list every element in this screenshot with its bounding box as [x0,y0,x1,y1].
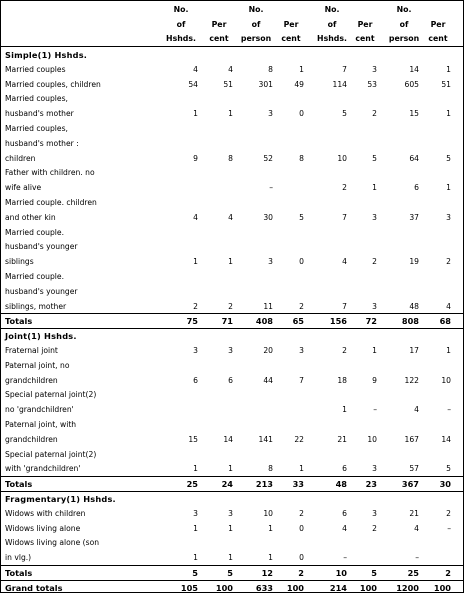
table-cell: 0 [299,109,304,118]
table-cell: 25 [407,568,419,578]
column-header-text: Hshds. [317,34,347,43]
table-cell: – [373,405,377,414]
table-cell: 808 [401,316,419,326]
table-cell: 22 [294,435,304,444]
table-cell: 1 [193,524,198,533]
table-cell: 8 [268,464,273,473]
table-cell: 1 [268,524,273,533]
row-label: husband's younger [5,287,78,296]
table-cell: 71 [221,316,233,326]
table-cell: 51 [223,80,233,89]
table-cell: 2 [372,257,377,266]
row-label: grandchildren [5,376,58,385]
table-cell: 1 [193,257,198,266]
table-cell: 48 [335,479,347,489]
totals-rule [1,313,463,314]
table-cell: 7 [342,213,347,222]
row-label: Married couple. [5,272,64,281]
totals-rule [1,476,463,477]
row-label: grandchildren [5,435,58,444]
table-cell: 72 [365,316,377,326]
table-cell: 21 [337,435,347,444]
table-cell: 1 [228,524,233,533]
table-cell: 3 [268,109,273,118]
column-header-text: of [327,20,337,29]
column-header-text: person [240,34,272,43]
table-cell: 1200 [396,583,419,593]
row-label: Totals [5,568,33,578]
table-cell: 44 [263,376,273,385]
table-cell: 141 [258,435,273,444]
table-cell: 6 [193,376,198,385]
table-cell: 52 [263,154,273,163]
table-cell: 2 [445,568,451,578]
header-divider [1,46,463,47]
table-cell: 48 [409,302,419,311]
table-cell: 37 [409,213,419,222]
row-label: Joint(1) Hshds. [5,331,77,341]
table-cell: 100 [215,583,233,593]
row-label: husband's younger [5,242,78,251]
table-cell: – [415,553,419,562]
table-cell: 3 [372,213,377,222]
table-cell: 4 [446,302,451,311]
table-cell: 4 [414,524,419,533]
row-label: Special paternal joint(2) [5,390,97,399]
table-cell: 100 [286,583,304,593]
row-label: Special paternal joint(2) [5,450,97,459]
table-cell: 105 [180,583,198,593]
table-cell: 0 [299,524,304,533]
table-cell: 3 [372,464,377,473]
table-cell: 19 [409,257,419,266]
column-header-text: cent [355,34,375,43]
column-header-text: Hshds. [166,34,196,43]
table-cell: 2 [228,302,233,311]
row-label: Widows living alone (son [5,538,100,547]
table-cell: 3 [372,65,377,74]
table-cell: 1 [193,109,198,118]
column-header-text: No. [324,5,340,14]
table-cell: 100 [433,583,451,593]
column-header-text: of [251,20,261,29]
table-cell: 4 [193,213,198,222]
table-cell: 5 [342,109,347,118]
table-cell: 122 [404,376,419,385]
table-cell: 5 [446,154,451,163]
table-cell: 5 [192,568,198,578]
row-label: with 'grandchildren' [5,464,81,473]
table-cell: 75 [186,316,198,326]
row-label: Married couple. children [5,198,97,207]
table-cell: 0 [299,553,304,562]
totals-rule [1,580,463,581]
table-cell: 7 [299,376,304,385]
table-cell: 1 [372,346,377,355]
table-cell: 3 [446,213,451,222]
table-cell: 14 [441,435,451,444]
table-cell: 18 [337,376,347,385]
table-cell: 605 [404,80,419,89]
table-cell: 3 [228,346,233,355]
column-header-text: Per [430,20,446,29]
row-label: Married couples, children [5,80,101,89]
table-cell: 2 [446,257,451,266]
table-cell: 167 [404,435,419,444]
row-label: children [5,154,36,163]
table-cell: 633 [255,583,273,593]
table-cell: 3 [228,509,233,518]
table-cell: 65 [292,316,304,326]
table-cell: 53 [367,80,377,89]
table-cell: 301 [258,80,273,89]
table-cell: 3 [193,346,198,355]
table-cell: 2 [299,509,304,518]
table-cell: 15 [188,435,198,444]
table-cell: 23 [365,479,377,489]
table-cell: 25 [186,479,198,489]
row-label: in vlg.) [5,553,32,562]
row-label: Fragmentary(1) Hshds. [5,494,116,504]
row-label: Paternal joint, no [5,361,70,370]
table-cell: 5 [371,568,377,578]
table-cell: 2 [372,524,377,533]
table-cell: 57 [409,464,419,473]
table-cell: 30 [263,213,273,222]
row-label: Totals [5,316,33,326]
table-cell: 33 [292,479,304,489]
table-cell: 1 [268,553,273,562]
table-cell: 4 [414,405,419,414]
table-cell: 6 [342,509,347,518]
table-cell: 9 [372,376,377,385]
table-cell: 10 [367,435,377,444]
table-cell: 1 [228,553,233,562]
row-label: Married couples, [5,94,68,103]
column-header-text: Per [357,20,373,29]
table-cell: 0 [299,257,304,266]
table-cell: 21 [409,509,419,518]
table-cell: 5 [227,568,233,578]
row-label: Married couples [5,65,66,74]
table-cell: 8 [268,65,273,74]
table-cell: 24 [221,479,233,489]
table-cell: 1 [228,257,233,266]
table-cell: 4 [342,524,347,533]
table-cell: 1 [299,65,304,74]
table-cell: 1 [446,109,451,118]
column-header-text: cent [428,34,448,43]
table-cell: 4 [342,257,347,266]
column-header-text: cent [281,34,301,43]
table-cell: 114 [332,80,347,89]
table-cell: 7 [342,302,347,311]
table-cell: – [269,183,273,192]
table-cell: 1 [193,553,198,562]
row-label: no 'grandchildren' [5,405,74,414]
table-cell: 2 [446,509,451,518]
column-header-text: person [388,34,420,43]
table-cell: 10 [441,376,451,385]
row-label: Fraternal joint [5,346,58,355]
table-cell: 367 [401,479,419,489]
row-label: wife alive [5,183,42,192]
table-cell: 5 [372,154,377,163]
column-header-text: No. [173,5,189,14]
row-label: and other kin [5,213,56,222]
totals-rule [1,328,463,329]
table-cell: 2 [298,568,304,578]
table-cell: 6 [414,183,419,192]
row-label: husband's mother : [5,139,79,148]
table-cell: 15 [409,109,419,118]
column-header-text: of [176,20,186,29]
table-cell: 6 [228,376,233,385]
row-label: Father with children. no [5,168,95,177]
row-label: Grand totals [5,583,63,593]
column-header-text: of [399,20,409,29]
table-cell: 4 [228,213,233,222]
row-label: Widows with children [5,509,86,518]
table-cell: 10 [335,568,347,578]
table-cell: – [447,405,451,414]
table-cell: 3 [193,509,198,518]
totals-rule [1,491,463,492]
column-header-text: No. [396,5,412,14]
row-label: siblings [5,257,34,266]
column-header-text: No. [248,5,264,14]
table-cell: 1 [446,65,451,74]
table-cell: 5 [299,213,304,222]
table-cell: 213 [255,479,273,489]
table-cell: 10 [263,509,273,518]
table-cell: 17 [409,346,419,355]
table-cell: 1 [446,346,451,355]
row-label: Widows living alone [5,524,81,533]
column-header-text: Per [283,20,299,29]
table-cell: 3 [299,346,304,355]
column-header-text: Per [211,20,227,29]
table-cell: 2 [342,346,347,355]
table-cell: 2 [372,109,377,118]
table-cell: 1 [372,183,377,192]
table-cell: 14 [223,435,233,444]
table-cell: 64 [409,154,419,163]
table-cell: 5 [446,464,451,473]
table-cell: 1 [299,464,304,473]
table-cell: 2 [299,302,304,311]
table-cell: 1 [342,405,347,414]
row-label: siblings, mother [5,302,67,311]
table-cell: 1 [193,464,198,473]
table-cell: 8 [299,154,304,163]
row-label: Totals [5,479,33,489]
table-cell: – [447,524,451,533]
table-cell: 100 [359,583,377,593]
table-cell: 2 [193,302,198,311]
table-cell: 51 [441,80,451,89]
table-cell: 30 [439,479,451,489]
row-label: Simple(1) Hshds. [5,50,88,60]
table-cell: 3 [372,302,377,311]
table-cell: 68 [439,316,451,326]
table-cell: 2 [342,183,347,192]
table-cell: – [343,553,347,562]
table-cell: 20 [263,346,273,355]
column-header-text: cent [209,34,229,43]
table-cell: 12 [261,568,273,578]
table-cell: 4 [193,65,198,74]
table-cell: 6 [342,464,347,473]
table-cell: 3 [372,509,377,518]
table-cell: 1 [446,183,451,192]
table-cell: 1 [228,464,233,473]
totals-rule [1,565,463,566]
table-cell: 408 [255,316,273,326]
table-cell: 14 [409,65,419,74]
table-cell: 11 [263,302,273,311]
table-cell: 7 [342,65,347,74]
table-cell: 1 [228,109,233,118]
table-cell: 8 [228,154,233,163]
row-label: Married couple. [5,228,64,237]
table-cell: 49 [294,80,304,89]
table-cell: 54 [188,80,198,89]
row-label: Married couples, [5,124,68,133]
table-cell: 3 [268,257,273,266]
table-cell: 9 [193,154,198,163]
row-label: Paternal joint, with [5,420,77,429]
table-cell: 214 [329,583,347,593]
row-label: husband's mother [5,109,74,118]
table-cell: 156 [329,316,347,326]
table-cell: 10 [337,154,347,163]
table-cell: 4 [228,65,233,74]
